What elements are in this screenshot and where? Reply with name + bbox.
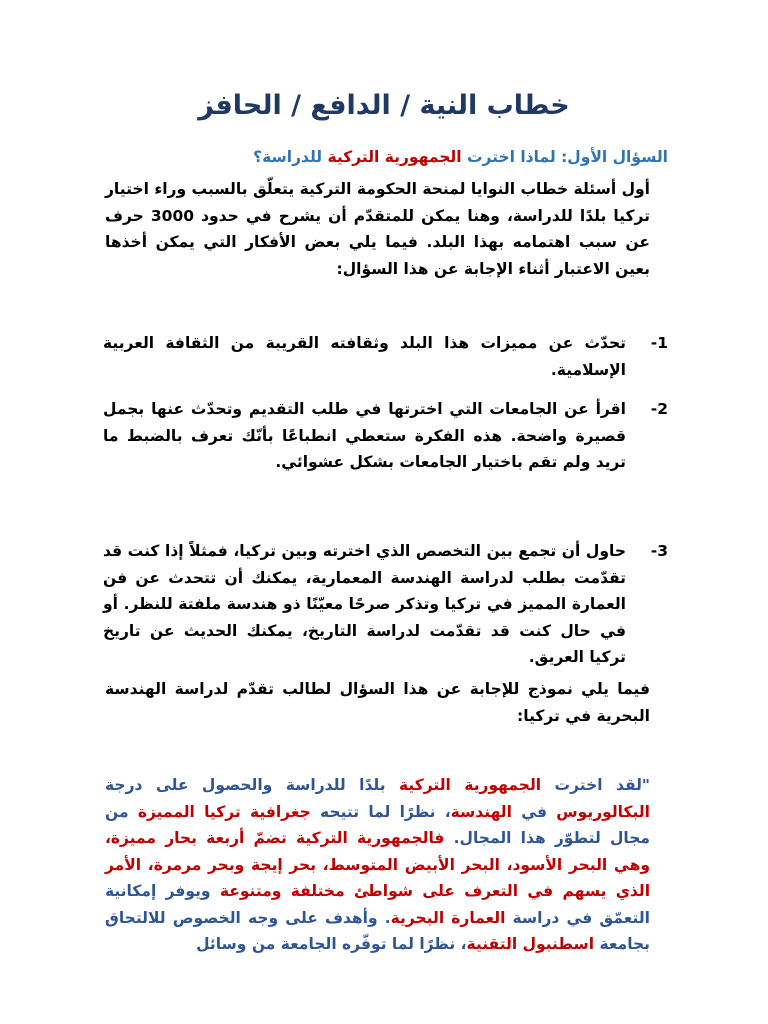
list-item — [103, 330, 668, 383]
sample-answer-segment: الجمهورية التركية — [399, 776, 542, 794]
sample-answer-segment: في — [511, 802, 557, 821]
sample-answer-segment: ، نظرًا لما تتيحه — [310, 802, 451, 821]
sample-answer-segment: جغرافية تركيا المميزة — [137, 802, 311, 821]
question-text-part2: للدراسة؟ — [253, 148, 328, 166]
intro-paragraph: أول أسئلة خطاب النوايا لمنحة الحكومة التركية يتعلّق بالسبب وراء اختيار تركيا بلدًا للدراسة، وهنا يمكن للمتقدّم أن يشرح في حدود 3000 حرف عن سبب اهتمامه بهذا البلد. فيما يلي بعض الأفكار التي يمكن أخذها بعين الاعتبار أثناء الإجابة عن هذا السؤال: — [105, 180, 650, 278]
sample-answer-segment: اسطنبول التقنية — [466, 935, 595, 953]
sample-answer-segment: العمارة البحرية — [390, 908, 506, 927]
list-item-text: اقرأ عن الجامعات التي اخترتها في طلب التقديم وتحدّث عنها بجمل قصيرة واضحة. هذه الفكرة ستعطي انطباعًا بأنّك تعرف بالضبط ما تريد ولم تقم باختيار الجامعات بشكل عشوائي. — [103, 400, 626, 471]
sample-answer-segment: من مجال لتطوّر هذا المجال. — [105, 802, 650, 847]
sample-answer-paragraph — [105, 772, 650, 958]
list-item-text: حاول أن تجمع بين التخصص الذي اخترته وبين تركيا، فمثلاً إذا كنت قد تقدّمت بطلب لدراسة الهندسة المعمارية، يمكنك أن تتحدث عن فن العمارة المميز في تركيا وتذكر صرحًا معيّنًا ذو هندسة ملفتة للنظر. أو في حال كنت قد تقدّمت لدراسة التاريخ، يمكنك الحديث عن تاريخ تركيا العريق. — [103, 542, 626, 666]
sample-answer-segment: "لقد اخترت — [541, 776, 651, 794]
question-heading — [88, 144, 668, 170]
list-item — [103, 538, 668, 671]
sample-answer-segment: ويوفر إمكانية التعمّق في دراسة — [105, 882, 650, 927]
list-item-number: -1 — [650, 334, 668, 352]
list-item-text: تحدّث عن مميزات هذا البلد وثقافته القريبة من الثقافة العربية الإسلامية. — [103, 334, 626, 379]
list-item-number: -2 — [650, 400, 668, 418]
question-label: السؤال الأول: — [561, 148, 668, 166]
question-highlight: الجمهورية التركية — [327, 148, 462, 166]
sample-answer-segment: البكالوريوس — [556, 802, 650, 821]
sample-intro-paragraph: فيما يلي نموذج للإجابة عن هذا السؤال لطالب تقدّم لدراسة الهندسة البحرية في تركيا: — [105, 680, 650, 725]
question-text-part1: لماذا اخترت — [461, 148, 562, 166]
list-item — [103, 396, 668, 476]
sample-answer-segment: الهندسة — [450, 802, 512, 821]
sample-answer-segment: فالجمهورية التركية تضمّ أربعة بحار مميزة، وهي البحر الأسود، البحر الأبيض المتوسط، بحر إيجة وبحر مرمرة، الأمر الذي يسهم في التعرف على شواطئ مختلفة ومتنوعة — [105, 829, 651, 900]
sample-answer-segment: ، نظرًا لما توفّره الجامعة من وسائل — [196, 935, 467, 953]
list-item-number: -3 — [650, 542, 668, 560]
page-title: خطاب النية / الدافع / الحافز — [198, 90, 570, 121]
sample-answer-segment: بلدًا للدراسة والحصول على درجة — [105, 776, 400, 794]
sample-answer-segment: . وأهدف على وجه الخصوص للالتحاق بجامعة — [105, 908, 650, 953]
